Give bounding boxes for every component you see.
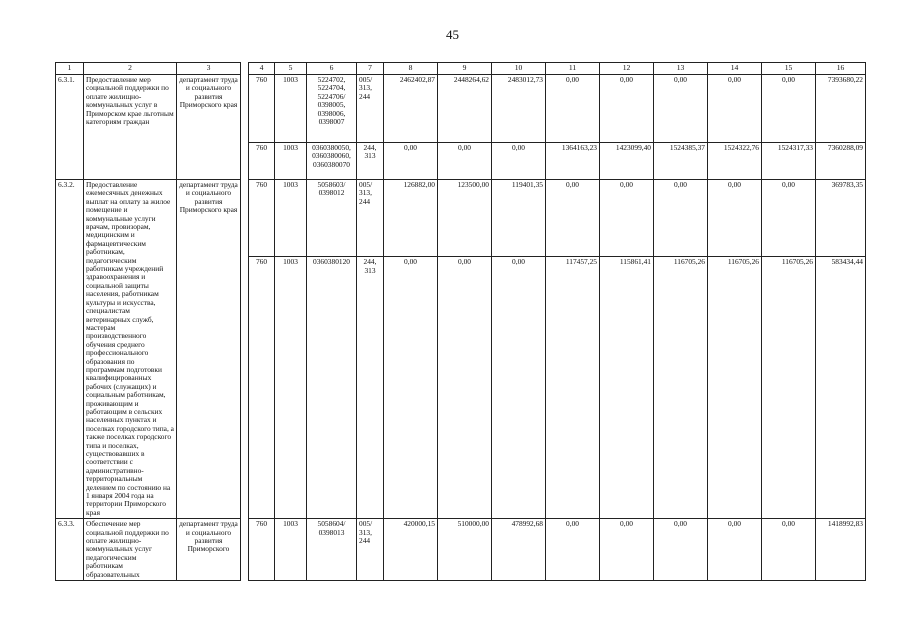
cell: 005/ 313, 244 [357,519,384,581]
header-cell: 9 [438,63,492,75]
cell: 0,00 [546,180,600,257]
cell: 1524322,76 [708,143,762,180]
cell: 116705,26 [654,257,708,519]
cell: 760 [249,143,275,180]
cell: 7393680,22 [816,75,866,143]
header-cell: 11 [546,63,600,75]
cell: 1003 [275,519,307,581]
cell: 116705,26 [708,257,762,519]
cell: 1003 [275,75,307,143]
column-gap [241,180,249,519]
header-cell: 16 [816,63,866,75]
cell: 760 [249,257,275,519]
header-cell: 14 [708,63,762,75]
cell: 0,00 [762,519,816,581]
column-gap [241,519,249,581]
cell: 115861,41 [600,257,654,519]
cell: 5058604/ 0398013 [307,519,357,581]
cell: 1003 [275,180,307,257]
cell: 1524385,37 [654,143,708,180]
cell: 5058603/ 0398012 [307,180,357,257]
cell: 760 [249,75,275,143]
column-gap [241,75,249,180]
cell: 1364163,23 [546,143,600,180]
cell: 0,00 [654,75,708,143]
header-cell: 3 [177,63,241,75]
item-department: департамент труда и социального развития Приморского края [177,75,241,180]
cell: 420000,15 [384,519,438,581]
item-number: 6.3.2. [56,180,84,519]
cell: 478992,68 [492,519,546,581]
cell: 583434,44 [816,257,866,519]
cell: 510000,00 [438,519,492,581]
cell: 0,00 [654,519,708,581]
cell: 0,00 [762,75,816,143]
header-cell: 4 [249,63,275,75]
header-cell: 2 [84,63,177,75]
cell: 0,00 [546,519,600,581]
header-cell: 6 [307,63,357,75]
header-cell: 13 [654,63,708,75]
cell: 0,00 [708,519,762,581]
header-cell: 7 [357,63,384,75]
cell: 005/ 313, 244 [357,75,384,143]
cell: 760 [249,519,275,581]
cell: 1524317,33 [762,143,816,180]
cell: 0,00 [438,143,492,180]
header-cell: 8 [384,63,438,75]
item-name: Предоставление мер социальной поддержки по оплате жилищно-коммунальных услуг в Приморском крае льготным категориям граждан [84,75,177,180]
cell: 2462402,87 [384,75,438,143]
table-row [56,180,866,257]
table-row [56,75,866,143]
cell: 0,00 [600,180,654,257]
cell: 0,00 [708,180,762,257]
item-name: Обеспечение мер социальной поддержки по оплате жилищно-коммунальных услуг педагогическим работникам образовательных [84,519,177,581]
cell: 2448264,62 [438,75,492,143]
cell: 760 [249,180,275,257]
column-gap [241,63,249,75]
cell: 1003 [275,143,307,180]
cell: 244, 313 [357,257,384,519]
item-department: департамент труда и социального развития Приморского [177,519,241,581]
cell: 005/ 313, 244 [357,180,384,257]
cell: 2483012,73 [492,75,546,143]
cell: 0,00 [654,180,708,257]
cell: 117457,25 [546,257,600,519]
cell: 5224702, 5224704, 5224706/ 0398005, 0398006, 0398007 [307,75,357,143]
item-number: 6.3.3. [56,519,84,581]
item-number: 6.3.1. [56,75,84,180]
cell: 0,00 [600,519,654,581]
cell: 1423099,40 [600,143,654,180]
header-cell: 10 [492,63,546,75]
cell: 7360288,09 [816,143,866,180]
cell: 116705,26 [762,257,816,519]
item-department: департамент труда и социального развития Приморского края [177,180,241,519]
cell: 0,00 [384,143,438,180]
header-cell: 1 [56,63,84,75]
cell: 0,00 [492,257,546,519]
table-row [56,519,866,581]
cell: 0,00 [438,257,492,519]
header-cell: 15 [762,63,816,75]
cell: 1003 [275,257,307,519]
cell: 1418992,83 [816,519,866,581]
cell: 126882,00 [384,180,438,257]
cell: 0,00 [762,180,816,257]
page-number: 45 [446,27,459,42]
header-cell: 5 [275,63,307,75]
cell: 0,00 [492,143,546,180]
cell: 0,00 [546,75,600,143]
cell: 369783,35 [816,180,866,257]
item-name: Предоставление ежемесячных денежных выплат на оплату за жилое помещение и коммунальные услуги врачам, провизорам, медицинским и фармацевтическим работникам, педагогическим работникам учреждений здравоохранения и социальной защиты населения, работникам культуры и искусства, специалистам ветеринарных служб, мастерам производственного обучения среднего профессионального образования по программам подготовки квалифицированных рабочих (служащих) и социальным работникам, проживающим и работающим в сельских населенных пунктах и поселках городского типа, а также поселках городского типа и поселках, существовавших в соответствии с административно-территориальным делением по состоянию на 1 января 2004 года на территории Приморского края [84,180,177,519]
cell: 0,00 [600,75,654,143]
budget-table [55,62,866,581]
cell: 244, 313 [357,143,384,180]
cell: 0,00 [384,257,438,519]
header-row [56,63,866,75]
cell: 0,00 [708,75,762,143]
cell: 123500,00 [438,180,492,257]
cell: 0360380050, 0360380060, 0360380070 [307,143,357,180]
header-cell: 12 [600,63,654,75]
cell: 119401,35 [492,180,546,257]
cell: 0360380120 [307,257,357,519]
